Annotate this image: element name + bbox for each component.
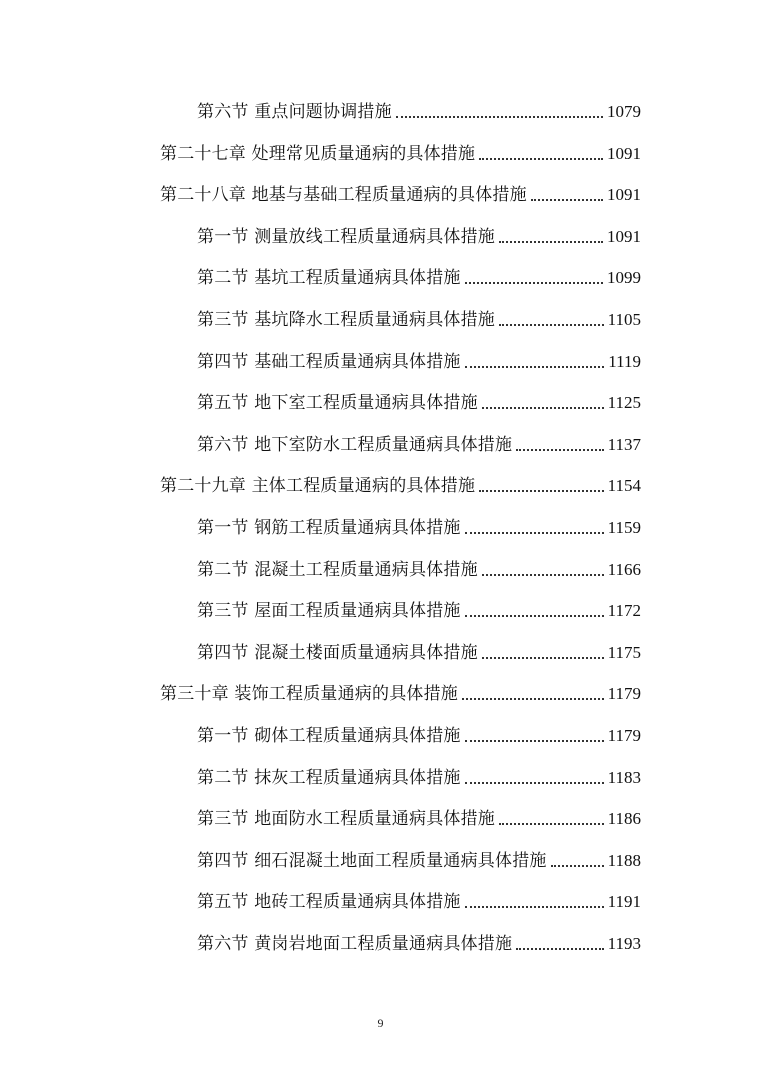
- toc-dot-leader: [465, 532, 604, 534]
- toc-entry-section: [197, 302, 641, 332]
- toc-dot-leader: [516, 948, 603, 950]
- toc-entry-page: 1193: [607, 934, 641, 953]
- toc-entry-page: 1091: [607, 143, 641, 163]
- toc-entry-page: 1079: [607, 102, 641, 121]
- toc-dot-leader: [479, 158, 603, 160]
- toc-entry-page: 1166: [607, 559, 641, 579]
- toc-entry-title: 第二十八章 地基与基础工程质量通病的具体措施: [160, 185, 527, 206]
- toc-dot-leader: [531, 199, 603, 201]
- toc-entry-section: [197, 94, 641, 124]
- toc-dot-leader: [482, 407, 604, 409]
- toc-entry-page: 1179: [607, 726, 641, 745]
- toc-entry-section: [197, 552, 641, 582]
- toc-entry-section: [197, 926, 641, 956]
- toc-dot-leader: [499, 823, 604, 825]
- toc-entry-title: 第六节 黄岗岩地面工程质量通病具体措施: [197, 934, 513, 954]
- toc-entry-title: 第二节 混凝土工程质量通病具体措施: [197, 559, 478, 580]
- toc-entry-title: 第一节 砌体工程质量通病具体措施: [197, 726, 461, 746]
- toc-entry-page: 1186: [607, 809, 641, 829]
- toc-entry-page: 1159: [607, 518, 641, 537]
- toc-entry-page: 1091: [607, 226, 641, 246]
- toc-entry-section: [197, 219, 641, 249]
- toc-entry-page: 1191: [607, 892, 641, 912]
- toc-entry-page: 1179: [607, 684, 641, 704]
- toc-entry-page: 1172: [607, 601, 641, 621]
- toc-dot-leader: [482, 657, 604, 659]
- toc-entry-section: [197, 593, 641, 623]
- toc-entry-title: 第二节 抹灰工程质量通病具体措施: [197, 767, 461, 788]
- toc-dot-leader: [516, 449, 603, 451]
- toc-entry-section: [197, 635, 641, 665]
- toc-entry-page: 1154: [607, 476, 641, 496]
- toc-entry-title: 第四节 混凝土楼面质量通病具体措施: [197, 642, 478, 663]
- toc-entry-title: 第三节 基坑降水工程质量通病具体措施: [197, 310, 496, 330]
- toc-dot-leader: [396, 116, 603, 118]
- toc-entry-title: 第一节 钢筋工程质量通病具体措施: [197, 518, 461, 538]
- toc-entry-section: [197, 884, 641, 914]
- toc-entry-title: 第二节 基坑工程质量通病具体措施: [197, 268, 461, 289]
- toc-dot-leader: [465, 906, 604, 908]
- toc-dot-leader: [479, 490, 603, 492]
- toc-entry-chapter: [160, 676, 641, 706]
- toc-entry-title: 第三节 屋面工程质量通病具体措施: [197, 601, 461, 622]
- toc-entry-title: 第五节 地砖工程质量通病具体措施: [197, 892, 461, 913]
- toc-entry-section: [197, 427, 641, 457]
- toc-entry-title: 第三节 地面防水工程质量通病具体措施: [197, 809, 496, 830]
- toc-entry-page: 1099: [607, 268, 641, 288]
- toc-entry-page: 1091: [607, 185, 641, 205]
- toc-dot-leader: [465, 782, 604, 784]
- toc-dot-leader: [465, 615, 604, 617]
- toc-entry-page: 1175: [607, 642, 641, 662]
- toc-entry-page: 1125: [607, 393, 641, 413]
- toc-entry-title: 第六节 地下室防水工程质量通病具体措施: [197, 434, 513, 455]
- toc-entry-title: 第二十七章 处理常见质量通病的具体措施: [160, 143, 476, 164]
- toc-entry-section: [197, 843, 641, 873]
- toc-entry-page: 1137: [607, 434, 641, 454]
- toc-dot-leader: [499, 324, 604, 326]
- toc-dot-leader: [551, 865, 604, 867]
- toc-dot-leader: [465, 366, 605, 368]
- toc-dot-leader: [465, 282, 603, 284]
- toc-entry-page: 1119: [608, 351, 641, 371]
- toc-entry-chapter: [160, 468, 641, 498]
- toc-entry-page: 1105: [607, 310, 641, 329]
- toc-entry-section: [197, 801, 641, 831]
- toc-entry-title: 第五节 地下室工程质量通病具体措施: [197, 393, 478, 414]
- toc-entry-title: 第三十章 装饰工程质量通病的具体措施: [160, 684, 459, 705]
- toc-entry-title: 第四节 基础工程质量通病具体措施: [197, 351, 461, 372]
- toc-entry-title: 第六节 重点问题协调措施: [197, 102, 392, 122]
- toc-entry-section: [197, 260, 641, 290]
- toc-entry-page: 1183: [607, 767, 641, 787]
- toc-dot-leader: [465, 740, 604, 742]
- toc-entry-section: [197, 718, 641, 748]
- toc-entry-page: 1188: [607, 850, 641, 870]
- toc-entry-chapter: [160, 136, 641, 166]
- toc-dot-leader: [499, 241, 603, 243]
- toc-entry-section: [197, 344, 641, 374]
- page-number: 9: [377, 1016, 384, 1030]
- toc-entry-section: [197, 385, 641, 415]
- toc-dot-leader: [482, 574, 604, 576]
- toc-entry-title: 第四节 细石混凝土地面工程质量通病具体措施: [197, 850, 547, 871]
- toc-entry-section: [197, 760, 641, 790]
- toc-entry-chapter: [160, 177, 641, 207]
- toc-entry-title: 第二十九章 主体工程质量通病的具体措施: [160, 476, 476, 497]
- toc-entry-title: 第一节 测量放线工程质量通病具体措施: [197, 226, 496, 247]
- toc-entry-section: [197, 510, 641, 540]
- toc-dot-leader: [462, 698, 604, 700]
